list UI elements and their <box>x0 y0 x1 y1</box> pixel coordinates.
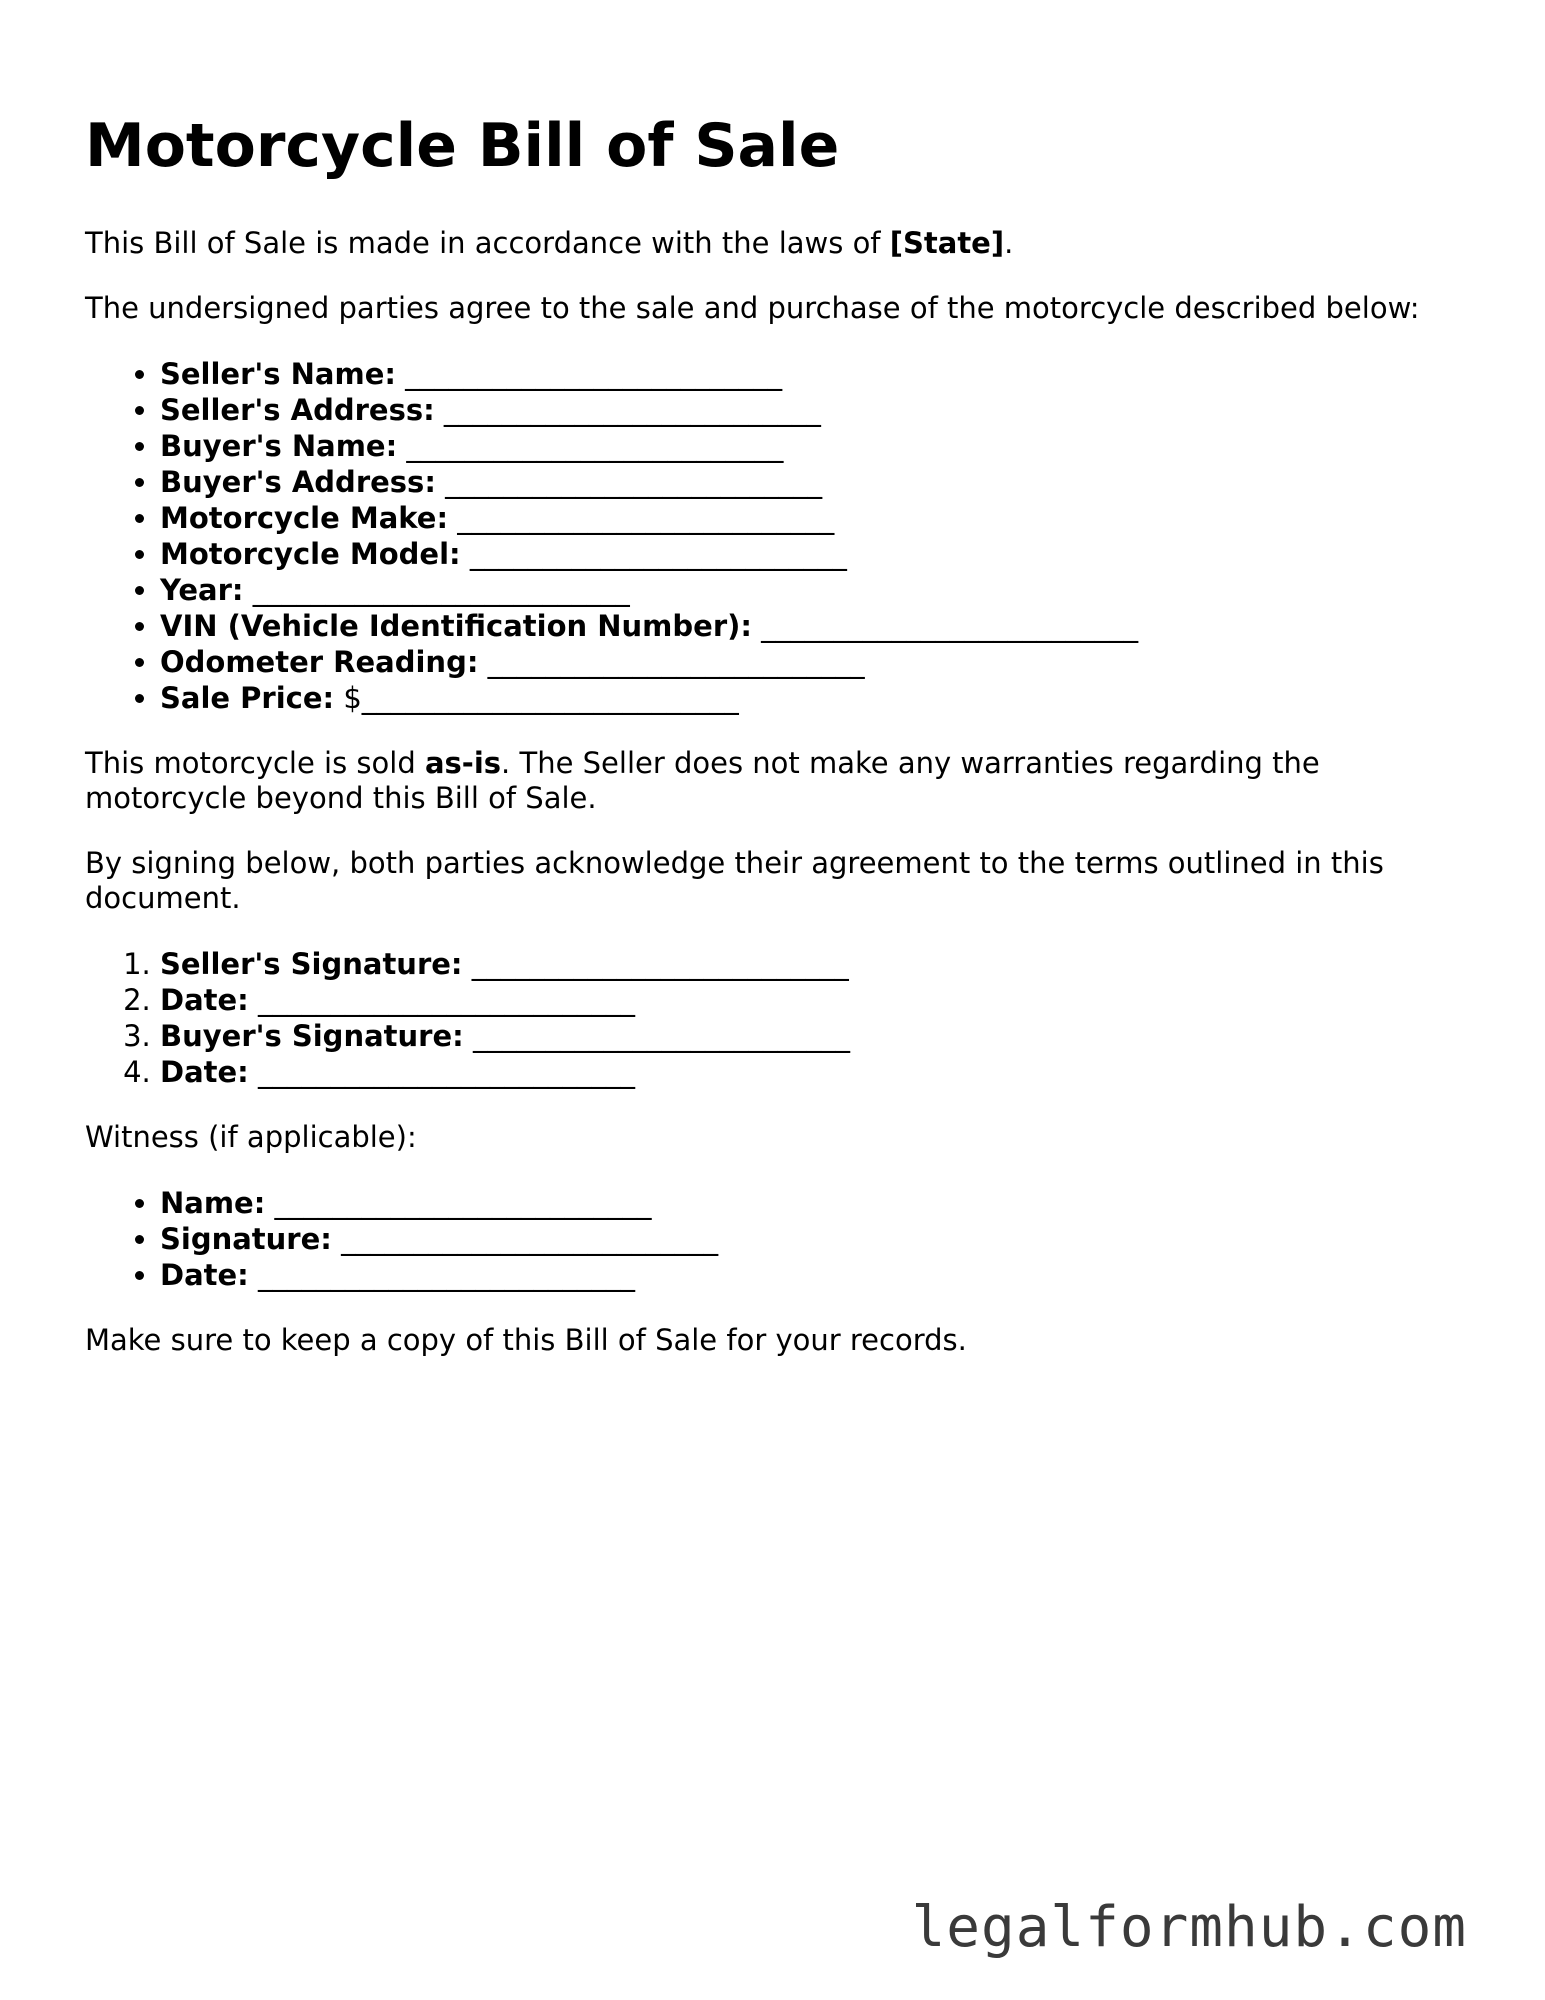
watermark: legalformhub.com <box>911 1895 1467 1960</box>
list-item <box>160 608 1465 644</box>
list-item <box>160 392 1465 428</box>
witness-blank: __________________________ <box>265 1186 652 1220</box>
field-label: Buyer's Name: <box>160 429 398 463</box>
intro-paragraph <box>85 226 1465 261</box>
list-item <box>160 428 1465 464</box>
field-label: Buyer's Address: <box>160 465 436 499</box>
field-blank: __________________________ <box>243 573 630 607</box>
list-item <box>160 982 1465 1018</box>
sale-details-list <box>85 356 1465 716</box>
list-item <box>160 572 1465 608</box>
signature-list <box>85 946 1465 1090</box>
signature-label: Date: <box>160 1055 249 1089</box>
signature-blank: __________________________ <box>248 1055 635 1089</box>
signature-blank: __________________________ <box>248 983 635 1017</box>
witness-label: Name: <box>160 1186 266 1220</box>
field-label: Odometer Reading: <box>160 645 479 679</box>
document-page <box>85 100 1465 1388</box>
document-title: Motorcycle Bill of Sale <box>85 111 840 181</box>
signature-blank: __________________________ <box>463 1019 850 1053</box>
witness-blank: __________________________ <box>248 1258 635 1292</box>
field-label: VIN (Vehicle Identification Number): <box>160 609 752 643</box>
list-item <box>160 500 1465 536</box>
field-label: Motorcycle Model: <box>160 537 461 571</box>
list-item <box>160 536 1465 572</box>
as-is-bold: as-is <box>424 746 502 780</box>
witness-blank: __________________________ <box>331 1222 719 1256</box>
list-item <box>160 1185 1465 1221</box>
field-blank: __________________________ <box>397 429 784 463</box>
field-blank: $__________________________ <box>334 681 739 715</box>
list-item <box>160 1054 1465 1090</box>
witness-label: Signature: <box>160 1222 332 1256</box>
list-item <box>160 1018 1465 1054</box>
intro-prefix: This Bill of Sale is made in accordance with the laws of <box>85 226 890 260</box>
signature-label: Seller's Signature: <box>160 947 463 981</box>
signature-blank: __________________________ <box>462 947 849 981</box>
list-item <box>160 946 1465 982</box>
field-label: Year: <box>160 573 244 607</box>
witness-label: Date: <box>160 1258 249 1292</box>
closing-paragraph: Make sure to keep a copy of this Bill of Sale for your records. <box>85 1323 967 1357</box>
intro-suffix: . <box>1004 226 1014 260</box>
field-blank: __________________________ <box>395 357 783 391</box>
list-item <box>160 1257 1465 1293</box>
field-blank: __________________________ <box>478 645 865 679</box>
witness-heading: Witness (if applicable): <box>85 1120 417 1154</box>
field-blank: __________________________ <box>434 393 821 427</box>
list-item <box>160 680 1465 716</box>
signature-label: Date: <box>160 983 249 1017</box>
field-blank: __________________________ <box>460 537 847 571</box>
list-item <box>160 1221 1465 1257</box>
signing-paragraph: By signing below, both parties acknowledge their agreement to the terms outlined in this document. <box>85 846 1384 915</box>
field-label: Motorcycle Make: <box>160 501 449 535</box>
witness-list <box>85 1185 1465 1293</box>
as-is-suffix: . The Seller does not make any warranties regarding the motorcycle beyond this Bill of Sale. <box>85 746 1320 815</box>
field-label: Sale Price: <box>160 681 335 715</box>
field-label: Seller's Name: <box>160 357 396 391</box>
field-label: Seller's Address: <box>160 393 435 427</box>
intro-state: [State] <box>889 226 1005 260</box>
as-is-prefix: This motorcycle is sold <box>85 746 425 780</box>
field-blank: __________________________ <box>448 501 835 535</box>
list-item <box>160 464 1465 500</box>
list-item <box>160 644 1465 680</box>
agreement-paragraph: The undersigned parties agree to the sale and purchase of the motorcycle described below: <box>85 291 1420 325</box>
as-is-paragraph <box>85 746 1465 816</box>
signature-label: Buyer's Signature: <box>160 1019 464 1053</box>
list-item <box>160 356 1465 392</box>
field-blank: __________________________ <box>751 609 1139 643</box>
field-blank: __________________________ <box>435 465 823 499</box>
